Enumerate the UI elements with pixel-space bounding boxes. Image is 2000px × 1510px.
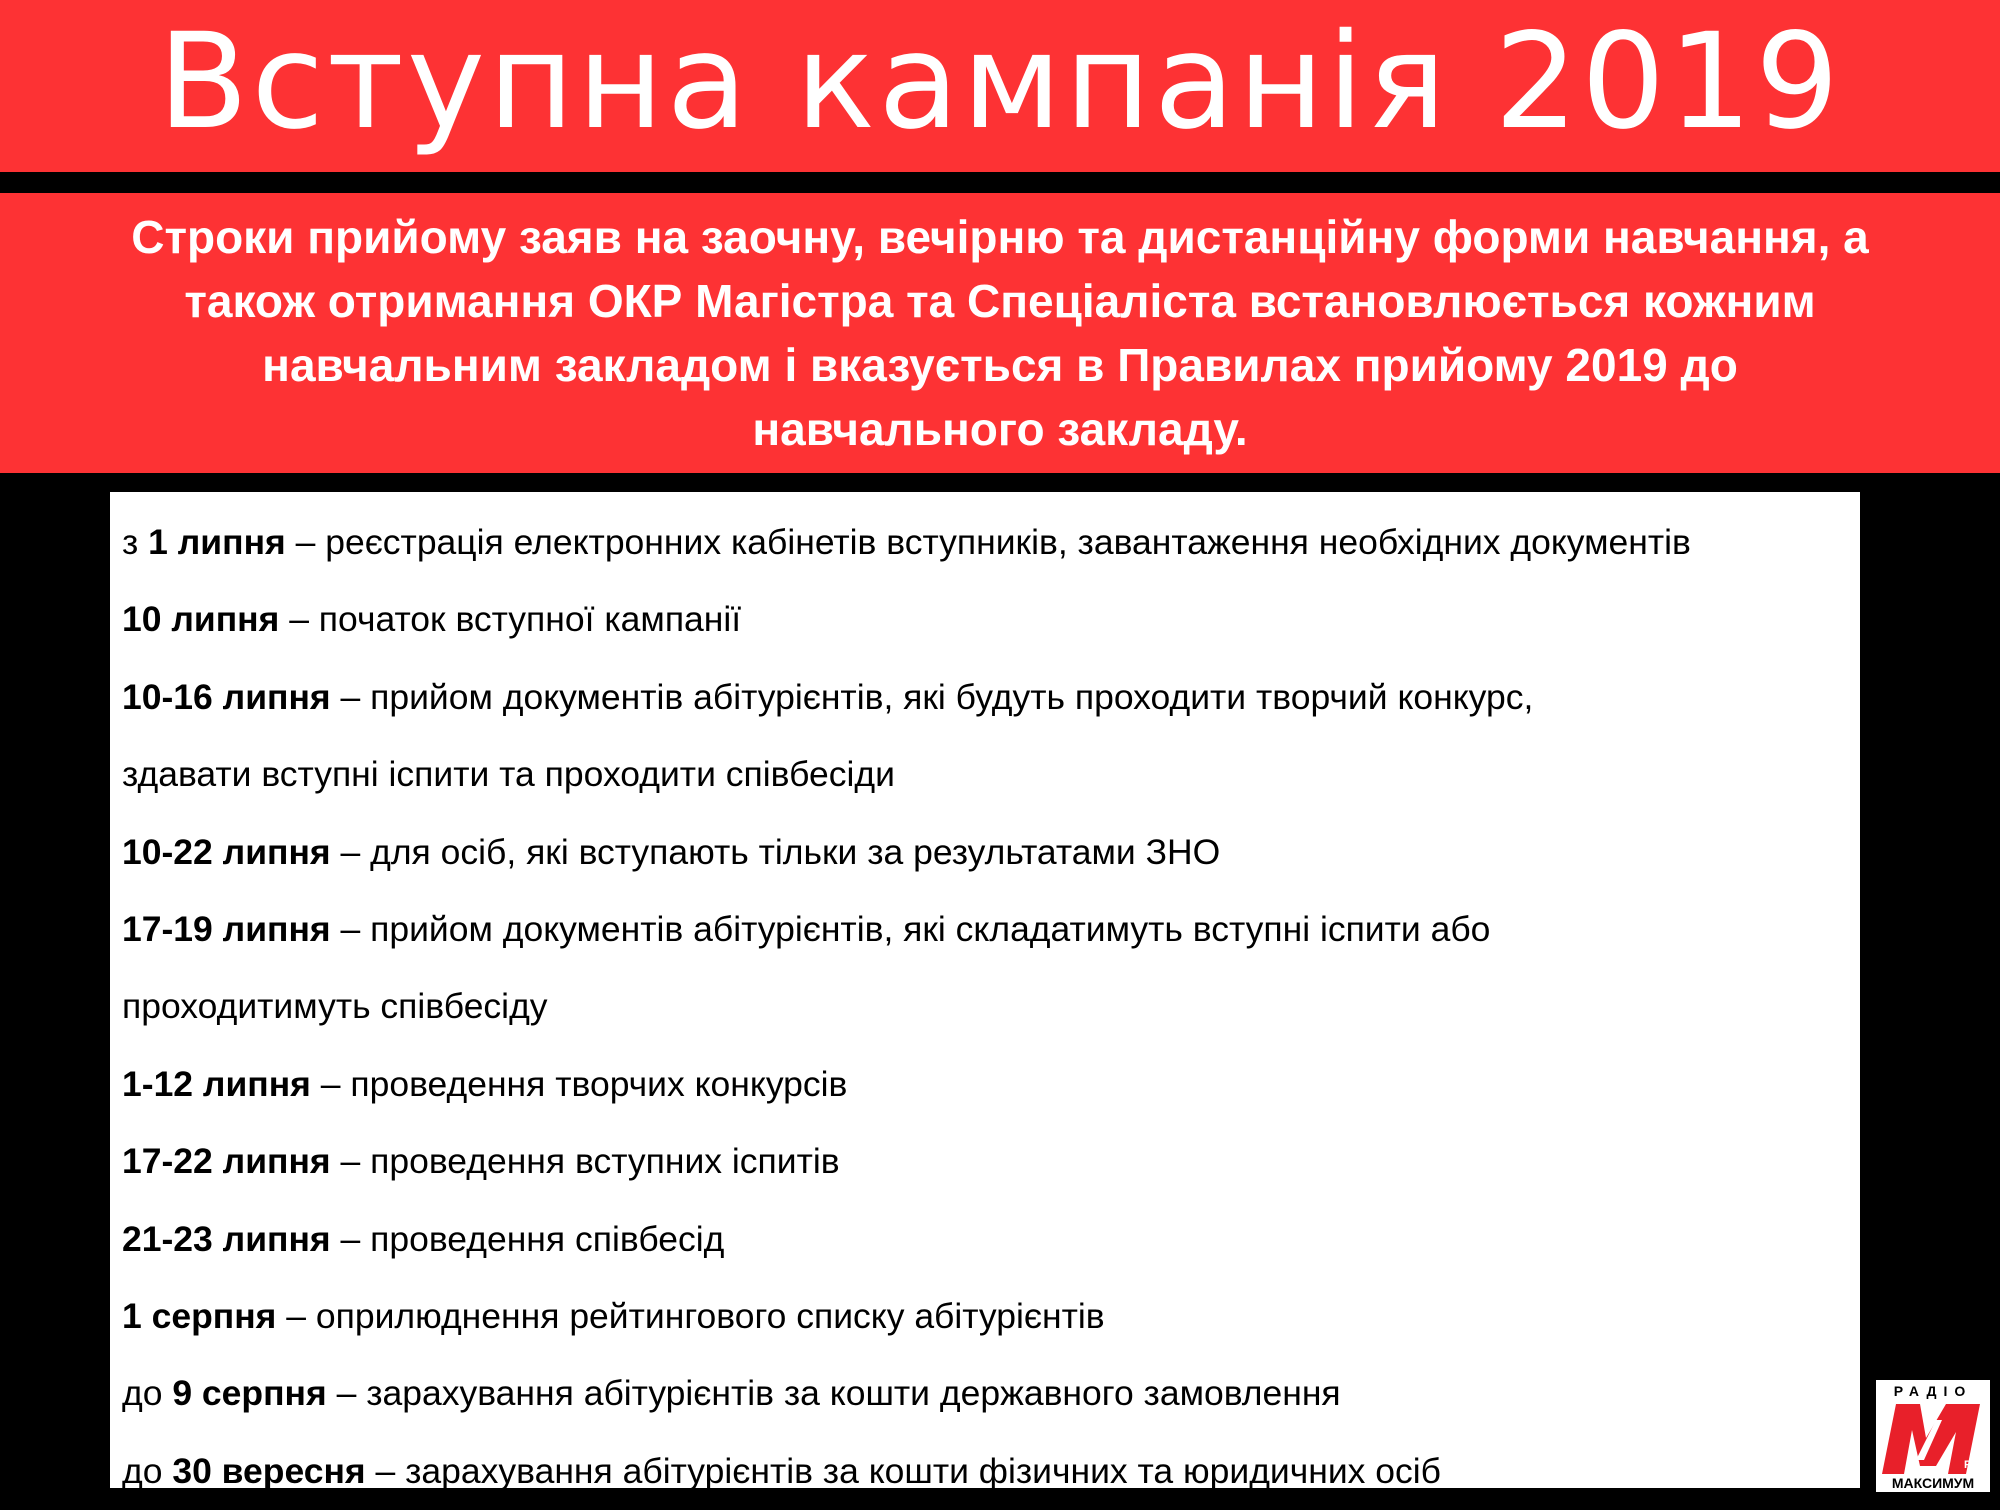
schedule-text: – початок вступної кампанії (279, 599, 742, 640)
schedule-line (122, 968, 1860, 1045)
radio-maximum-logo (1876, 1380, 1990, 1492)
schedule-date: 1-12 липня (122, 1063, 311, 1104)
schedule-line (122, 1201, 1860, 1278)
schedule-line (122, 891, 1860, 968)
schedule-text: проходитимуть співбесіду (122, 986, 548, 1027)
schedule-line (122, 1433, 1860, 1510)
logo-fm-text: FM (1964, 1459, 1980, 1471)
schedule-text: – прийом документів абітурієнтів, які складатимуть вступні іспити або (330, 908, 1491, 949)
schedule-date: 17-22 липня (122, 1141, 331, 1182)
schedule-text: – проведення співбесід (330, 1218, 725, 1259)
schedule-date: 17-19 липня (122, 908, 331, 949)
logo-top-text: РАДІО (1893, 1383, 1973, 1399)
schedule-line (122, 659, 1860, 736)
schedule-date: 30 вересня (172, 1450, 366, 1491)
schedule-panel (110, 492, 1860, 1491)
radio-maximum-logo-graphic (1876, 1380, 1990, 1492)
schedule-line (122, 814, 1860, 891)
schedule-text: – проведення вступних іспитів (330, 1141, 840, 1182)
title-banner (0, 0, 2000, 172)
schedule-text: – реєстрація електронних кабінетів вступників, завантаження необхідних документів (285, 522, 1691, 562)
schedule-text: – прийом документів абітурієнтів, які будуть проходити творчий конкурс, (330, 676, 1534, 717)
schedule-line (122, 1123, 1860, 1200)
schedule-date: 10-22 липня (122, 831, 331, 872)
schedule-date: 10-16 липня (122, 676, 331, 717)
schedule-text: – для осіб, які вступають тільки за результатами ЗНО (330, 831, 1221, 872)
schedule-date: 1 липня (148, 522, 286, 562)
schedule-line (122, 736, 1860, 813)
schedule-prefix: до (122, 1373, 173, 1414)
schedule-prefix: з (122, 522, 149, 562)
schedule-line (122, 504, 1860, 581)
schedule-date: 10 липня (122, 599, 280, 640)
schedule-date: 9 серпня (172, 1373, 327, 1414)
schedule-date: 21-23 липня (122, 1218, 331, 1259)
schedule-line (122, 1278, 1860, 1355)
logo-name-text: МАКСИМУМ (1891, 1475, 1975, 1491)
schedule-text: – зарахування абітурієнтів за кошти державного замовлення (326, 1373, 1341, 1414)
schedule-text: здавати вступні іспити та проходити співбесіди (122, 754, 895, 795)
page-title: Вступна кампанія 2019 (157, 5, 1843, 159)
schedule-text: – проведення творчих конкурсів (310, 1063, 848, 1104)
schedule-line (122, 1046, 1860, 1123)
schedule-prefix: до (122, 1450, 173, 1491)
subtitle-banner (0, 193, 2000, 473)
schedule-text: – зарахування абітурієнтів за кошти фізичних та юридичних осіб (365, 1450, 1442, 1491)
schedule-date: 1 серпня (122, 1295, 277, 1336)
schedule-text: – оприлюднення рейтингового списку абітурієнтів (276, 1295, 1105, 1336)
schedule-line (122, 1355, 1860, 1432)
schedule-line (122, 581, 1860, 658)
subtitle-text: Строки прийому заяв на заочну, вечірню та дистанційну форми навчання, а також отримання ОКР Магістра та Спеціаліста встановлюється кожним навчальним закладом і вказується в Правилах прийому 2019 до навчального закладу. (131, 211, 1869, 455)
